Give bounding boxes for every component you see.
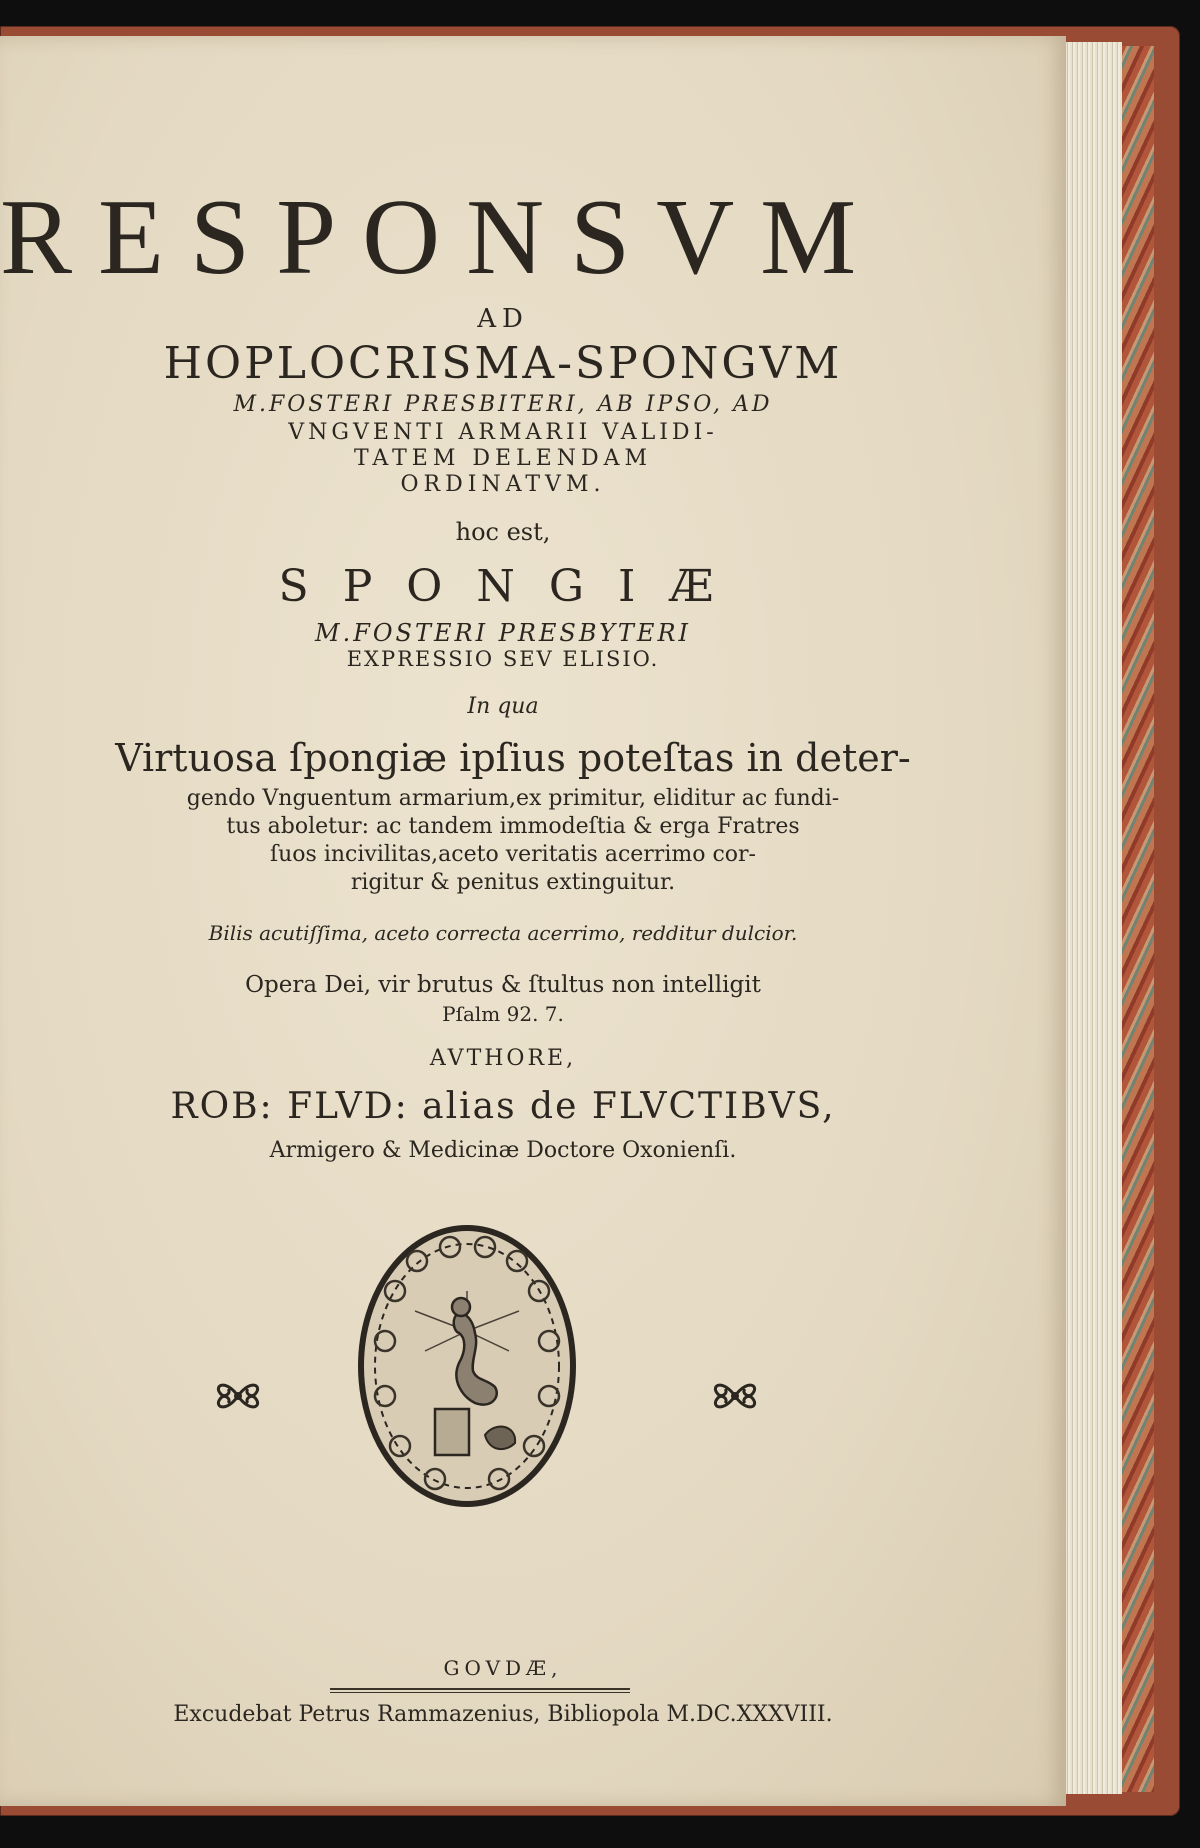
gendo-line: gendo Vnguentum armarium,ex primitur, eliditur ac fundi-	[186, 786, 840, 811]
in-qua: In qua	[467, 694, 539, 719]
title-tatem: TATEM DELENDAM	[353, 446, 653, 471]
suos-line: ſuos incivilitas,aceto veritatis acerrimo cor-	[270, 842, 756, 867]
rigitur-line: rigitur & penitus extinguitur.	[350, 870, 676, 895]
imprint-rule-thin	[330, 1692, 630, 1693]
page-edges	[1060, 42, 1122, 1794]
printers-device-emblem-icon	[355, 1221, 579, 1511]
opera-quote: Opera Dei, vir brutus & ſtultus non intelligit	[245, 972, 761, 998]
title-ordinatum: ORDINATVM.	[400, 472, 606, 497]
title-page	[0, 36, 1066, 1806]
title-fosteri: M.FOSTERI PRESBITERI, AB IPSO, AD	[233, 392, 773, 417]
virtuosa-line: Virtuosa ſpongiæ ipſius poteſtas in deter-	[115, 736, 911, 780]
authore-label: AVTHORE,	[429, 1046, 577, 1071]
hoc-est: hoc est,	[455, 518, 551, 546]
title-page-text	[0, 36, 1066, 1806]
imprint-line: Excudebat Petrus Rammazenius, Bibliopola M.DC.XXXVIII.	[173, 1702, 833, 1727]
title-ad: AD	[477, 304, 529, 334]
author-name: ROB: FLVD: alias de FLVCTIBVS,	[170, 1086, 836, 1127]
imprint-rule	[330, 1688, 630, 1690]
expressio-line: EXPRESSIO SEV ELISIO.	[346, 647, 660, 671]
fleuron-ornament-left-icon	[206, 1371, 270, 1421]
title-fosteri-2: M.FOSTERI PRESBYTERI	[315, 619, 691, 647]
fleuron-ornament-right-icon	[703, 1371, 767, 1421]
spongiae-heading: SPONGIÆ	[278, 561, 748, 612]
author-title: Armigero & Medicinæ Doctore Oxonienſi.	[269, 1138, 737, 1163]
marbled-edge	[1120, 46, 1154, 1792]
title-hoplocrisma: HOPLOCRISMA-SPONGVM	[163, 338, 843, 389]
psalm-reference: Pſalm 92. 7.	[442, 1002, 564, 1026]
imprint-place: GOVDÆ,	[443, 1656, 563, 1680]
main-title: RESPONSVM	[0, 178, 883, 297]
title-vngventi: VNGVENTI ARMARII VALIDI-	[288, 420, 718, 445]
bilis-motto: Bilis acutiſſima, aceto correcta acerrimo, redditur dulcior.	[208, 921, 798, 945]
tus-line: tus aboletur: ac tandem immodeſtia & erga Fratres	[226, 814, 800, 839]
